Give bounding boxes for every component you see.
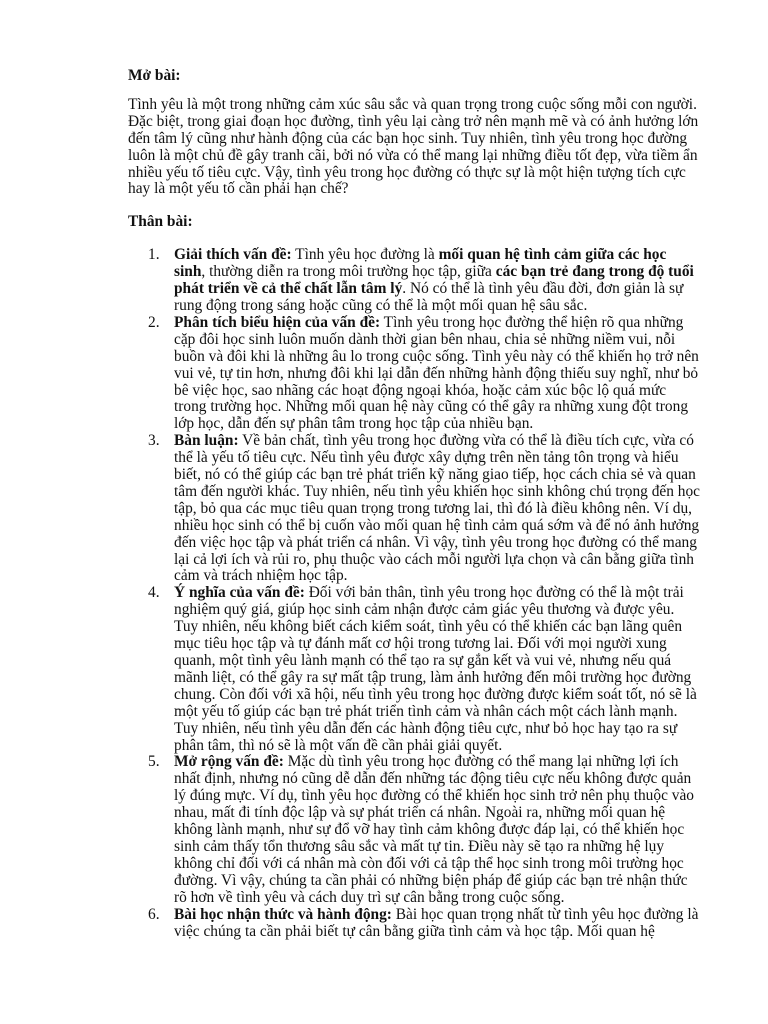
- list-item-emphasis: mối quan hệ tình cảm giữa các học sinh: [174, 246, 667, 281]
- list-item: [148, 905, 700, 941]
- list-item-text: Tình yêu trong học đường thể hiện rõ qua những cặp đôi học sinh luôn muốn dành thời gian bên nhau, chia sẻ những niềm vui, nỗi buồn và đôi khi là những âu lo trong cuộc sống. Tình yêu này có thể khiến họ trở nên vui vẻ, tự tin hơn, nhưng đôi khi lại dẫn đến những hành động thiếu suy nghĩ, như bỏ bê việc học, sao nhãng các hoạt động ngoại khóa, hoặc cảm xúc bộc lộ quá mức trong trường học. Những mối quan hệ này cũng có thể gây ra những xung đột trong lớp học, dẫn đến sự phân tâm trong học tập của nhiều bạn.: [174, 313, 699, 433]
- list-item-text: Về bản chất, tình yêu trong học đường vừa có thể là điều tích cực, vừa có thể là yếu tố tiêu cực. Nếu tình yêu được xây dựng trên nền tảng tôn trọng và hiểu biết, nó có thể giúp các bạn trẻ phát triển kỹ năng giao tiếp, học cách chia sẻ và quan tâm đến người khác. Tuy nhiên, nếu tình yêu khiến học sinh không chú trọng đến học tập, bỏ qua các mục tiêu quan trọng trong tương lai, thì đó là điều không nên. Ví dụ, nhiều học sinh có thể bị cuốn vào mối quan hệ tình cảm quá sớm và để nó ảnh hưởng đến việc học tập và phát triển cá nhân. Vì vậy, tình yêu trong học đường có thể mang lại cả lợi ích và rủi ro, phụ thuộc vào cách mỗi người lựa chọn và cân bằng giữa tình cảm và trách nhiệm học tập.: [174, 432, 701, 585]
- list-item-title: Mở rộng vấn đề:: [174, 753, 284, 771]
- list-item-text: . Nó có thể là tình yêu đầu đời, đơn giản là sự rung động trong sáng hoặc cũng có thể là một mối quan hệ sâu sắc.: [174, 280, 684, 314]
- list-item-number: 6.: [148, 905, 160, 923]
- list-item-title: Giải thích vấn đề:: [174, 246, 292, 264]
- list-item-text: Mặc dù tình yêu trong học đường có thể mang lại những lợi ích nhất định, nhưng nó cũng dễ dẫn đến những tác động tiêu cực nếu không được quản lý đúng mực. Ví dụ, tình yêu học đường có thể khiến học sinh trở nên phụ thuộc vào nhau, mất đi tính độc lập và sự phát triển cá nhân. Ngoài ra, những mối quan hệ không lành mạnh, như sự đổ vỡ hay tình cảm không được đáp lại, có thể khiến học sinh cảm thấy tổn thương sâu sắc và mất tự tin. Điều này sẽ tạo ra những hệ lụy không chỉ đối với cá nhân mà còn đối với cả tập thể học sinh trong môi trường học đường. Vì vậy, chúng ta cần phải có những biện pháp để giúp các bạn trẻ nhận thức rõ hơn về tình yêu và cách duy trì sự cân bằng trong cuộc sống.: [174, 753, 694, 906]
- list-item: [148, 584, 700, 754]
- list-item: [148, 246, 700, 315]
- list-item-number: 5.: [148, 753, 160, 771]
- list-item-title: Ý nghĩa của vấn đề:: [174, 584, 305, 602]
- section-heading-mo-bai: Mở bài:: [128, 67, 181, 84]
- list-item: [148, 432, 701, 585]
- section-heading-than-bai: Thân bài:: [128, 213, 193, 231]
- intro-paragraph: Tình yêu là một trong những cảm xúc sâu sắc và quan trọng trong cuộc sống mỗi con người. Đặc biệt, trong giai đoạn học đường, tình yêu lại càng trở nên mạnh mẽ và có ảnh hưởng lớn đến tâm lý cũng như hành động của các bạn học sinh. Tuy nhiên, tình yêu trong học đường luôn là một chủ đề gây tranh cãi, bởi nó vừa có thể mang lại những điều tốt đẹp, vừa tiềm ẩn nhiều yếu tố tiêu cực. Vậy, tình yêu trong học đường có thực sự là một hiện tượng tích cực hay là một yếu tố cần phải hạn chế?: [128, 95, 699, 198]
- list-item-number: 4.: [148, 584, 160, 602]
- list-item-title: Bàn luận:: [174, 432, 239, 450]
- list-item-emphasis: các bạn trẻ đang trong độ tuổi phát triển về cả thể chất lẫn tâm lý: [174, 263, 694, 298]
- document-page: [128, 68, 700, 940]
- list-item-text: , thường diễn ra trong môi trường học tập, giữa: [201, 263, 496, 281]
- list-item-number: 1.: [148, 246, 160, 264]
- list-item-text: Đối với bản thân, tình yêu trong học đường có thể là một trải nghiệm quý giá, giúp học sinh cảm nhận được cảm giác yêu thương và được yêu. Tuy nhiên, nếu không biết cách kiểm soát, tình yêu có thể khiến các bạn lãng quên mục tiêu học tập và tự đánh mất cơ hội trong tương lai. Đối với mọi người xung quanh, một tình yêu lành mạnh có thể tạo ra sự gắn kết và vui vẻ, nhưng nếu quá mãnh liệt, có thể gây ra sự mất tập trung, làm ảnh hưởng đến môi trường học đường chung. Còn đối với xã hội, nếu tình yêu trong học đường được kiểm soát tốt, nó sẽ là một yếu tố giúp các bạn trẻ phát triển tình cảm và nhân cách một cách lành mạnh. Tuy nhiên, nếu tình yêu dẫn đến các hành động tiêu cực, như bỏ học hay tạo ra sự phân tâm, thì nó sẽ là một vấn đề cần phải giải quyết.: [174, 584, 697, 754]
- list-item-text: Bài học quan trọng nhất từ tình yêu học đường là việc chúng ta cần phải biết tự cân bằng giữa tình cảm và học tập. Mối quan hệ: [174, 905, 699, 940]
- list-item: [148, 313, 700, 433]
- list-item-title: Phân tích biểu hiện của vấn đề:: [174, 313, 381, 331]
- body-points-list: [128, 247, 700, 940]
- list-item-title: Bài học nhận thức và hành động:: [174, 905, 392, 923]
- list-item-text: Tình yêu học đường là: [291, 246, 439, 264]
- list-item: [148, 753, 700, 906]
- list-item-number: 3.: [148, 432, 160, 450]
- list-item-number: 2.: [148, 313, 160, 331]
